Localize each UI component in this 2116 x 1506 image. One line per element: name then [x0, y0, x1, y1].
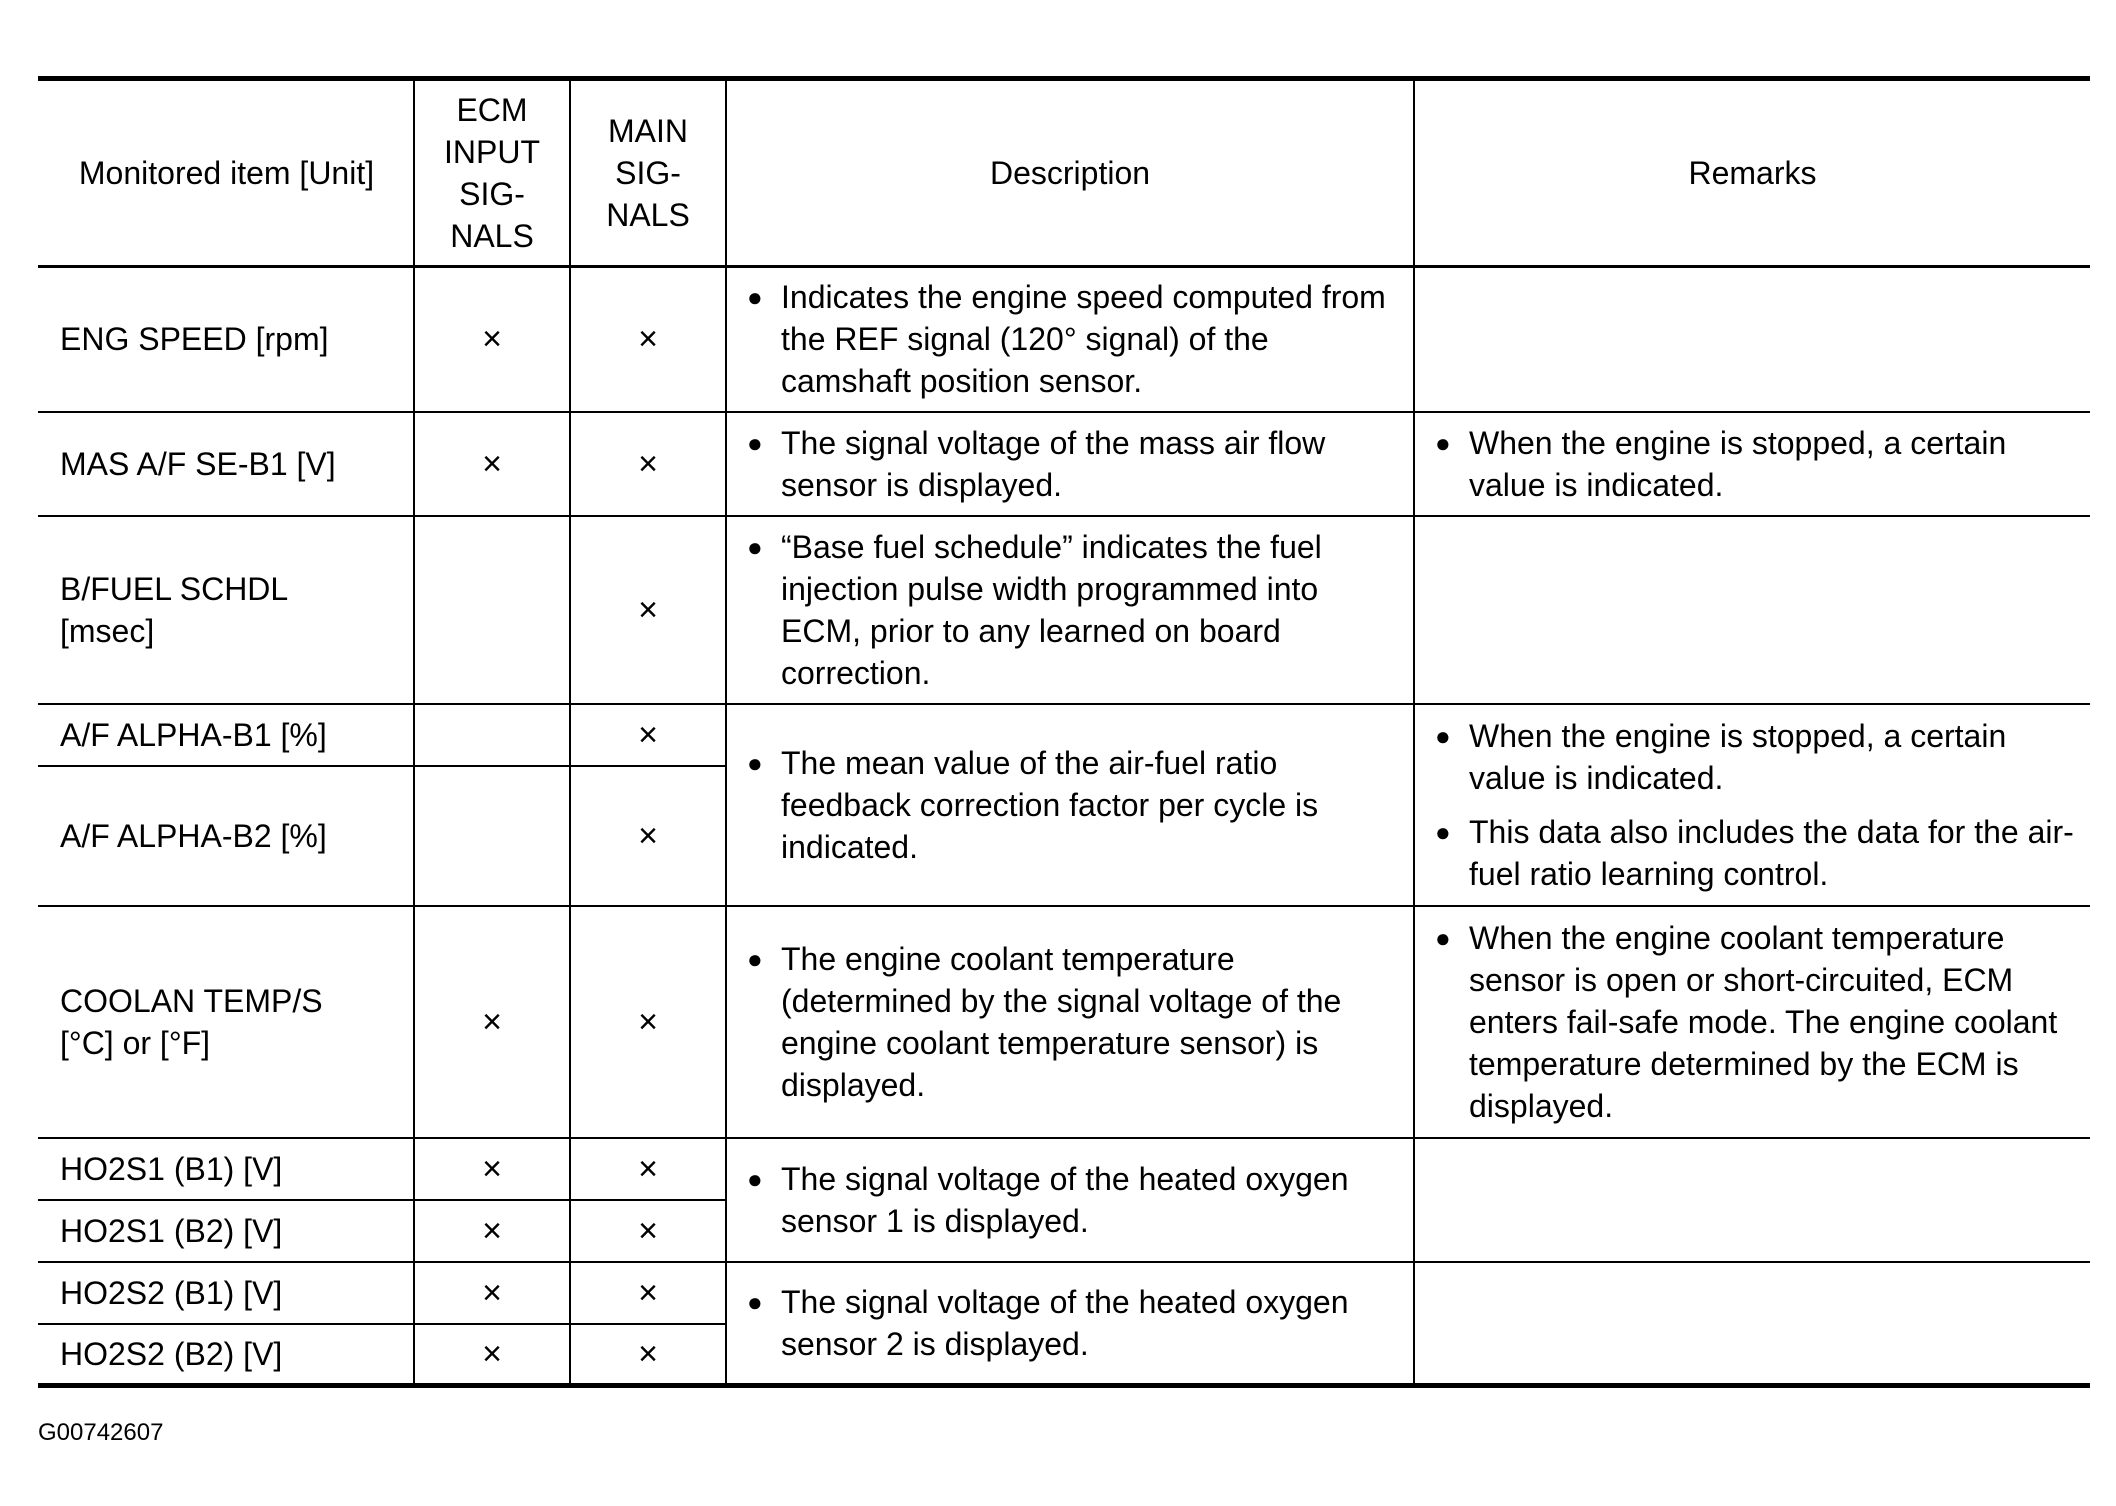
description-cell [726, 704, 1414, 906]
item-ho2s2-b2: HO2S2 (B2) [V] [38, 1324, 414, 1386]
description-bullet: ● The signal voltage of the heated oxygen sensor 2 is displayed. [747, 1281, 1397, 1365]
item-coolan-temp [38, 906, 414, 1138]
main-signal-mark: × [570, 1324, 726, 1386]
description-cell [726, 1262, 1414, 1386]
figure-id: G00742607 [38, 1419, 164, 1446]
item-ho2s2-b1: HO2S2 (B1) [V] [38, 1262, 414, 1324]
remarks-bullet: ● When the engine coolant temperature sensor is open or short-circuited, ECM enters fail-safe mode. The engine coolant temperature determined by the ECM is displayed. [1435, 917, 2074, 1127]
ecm-input-empty [414, 766, 570, 906]
item-line: B/FUEL SCHDL [60, 570, 289, 607]
header-line: SIG- [459, 176, 525, 212]
monitor-item-table [38, 76, 2090, 1388]
item-line: COOLAN TEMP/S [60, 982, 323, 1019]
ecm-input-empty [414, 516, 570, 704]
header-line: ECM [456, 92, 528, 128]
data-monitor-table [38, 76, 2090, 1388]
main-signal-mark: × [570, 1262, 726, 1324]
main-signal-mark: × [570, 412, 726, 516]
item-bfuel-schdl [38, 516, 414, 704]
main-signal-mark: × [570, 704, 726, 766]
remarks-cell [1414, 1138, 2090, 1262]
ecm-input-mark: × [414, 1262, 570, 1324]
table-row [38, 1262, 2090, 1324]
remarks-cell [1414, 516, 2090, 704]
remarks-bullet: ● When the engine is stopped, a certain value is indicated. [1435, 422, 2074, 506]
header-description: Description [726, 79, 1414, 267]
header-monitored-item: Monitored item [Unit] [38, 79, 414, 267]
main-signal-mark: × [570, 1200, 726, 1262]
header-line: SIG- [615, 155, 681, 191]
item-line: [msec] [60, 612, 155, 649]
item-eng-speed: ENG SPEED [rpm] [38, 267, 414, 412]
description-cell [726, 1138, 1414, 1262]
ecm-input-mark: × [414, 412, 570, 516]
description-bullet: ● The engine coolant temperature (determined by the signal voltage of the engine coolant temperature sensor) is displayed. [747, 938, 1397, 1106]
description-cell [726, 412, 1414, 516]
ecm-input-mark: × [414, 1200, 570, 1262]
item-af-alpha-b2: A/F ALPHA-B2 [%] [38, 766, 414, 906]
main-signal-mark: × [570, 516, 726, 704]
main-signal-mark: × [570, 267, 726, 412]
header-main-signals [570, 79, 726, 267]
description-bullet: ● Indicates the engine speed computed from the REF signal (120° signal) of the camshaft position sensor. [747, 276, 1397, 402]
remarks-bullet: ● When the engine is stopped, a certain value is indicated. [1435, 715, 2074, 799]
ecm-input-empty [414, 704, 570, 766]
main-signal-mark: × [570, 1138, 726, 1200]
item-ho2s1-b2: HO2S1 (B2) [V] [38, 1200, 414, 1262]
main-signal-mark: × [570, 766, 726, 906]
remarks-cell [1414, 412, 2090, 516]
item-mas-af: MAS A/F SE-B1 [V] [38, 412, 414, 516]
header-line: NALS [450, 218, 534, 254]
description-cell [726, 906, 1414, 1138]
table-row [38, 412, 2090, 516]
main-signal-mark: × [570, 906, 726, 1138]
ecm-input-mark: × [414, 1324, 570, 1386]
table-row [38, 704, 2090, 766]
table-row [38, 1138, 2090, 1200]
table-row [38, 267, 2090, 412]
description-bullet: ● The signal voltage of the heated oxygen sensor 1 is displayed. [747, 1158, 1397, 1242]
header-line: MAIN [608, 113, 688, 149]
table-header-row [38, 79, 2090, 267]
header-line: NALS [606, 197, 690, 233]
item-af-alpha-b1: A/F ALPHA-B1 [%] [38, 704, 414, 766]
remarks-cell [1414, 906, 2090, 1138]
remarks-cell [1414, 267, 2090, 412]
header-line: INPUT [444, 134, 540, 170]
description-bullet: ● The signal voltage of the mass air flow sensor is displayed. [747, 422, 1397, 506]
header-ecm-input-signals [414, 79, 570, 267]
description-cell [726, 267, 1414, 412]
ecm-input-mark: × [414, 1138, 570, 1200]
table-row [38, 516, 2090, 704]
item-ho2s1-b1: HO2S1 (B1) [V] [38, 1138, 414, 1200]
description-bullet: ● The mean value of the air-fuel ratio feedback correction factor per cycle is indicated. [747, 742, 1397, 868]
description-bullet: ● “Base fuel schedule” indicates the fuel injection pulse width programmed into ECM, prior to any learned on board correction. [747, 526, 1397, 694]
description-cell [726, 516, 1414, 704]
remarks-cell [1414, 704, 2090, 906]
ecm-input-mark: × [414, 906, 570, 1138]
header-remarks: Remarks [1414, 79, 2090, 267]
item-line: [°C] or [°F] [60, 1024, 211, 1061]
remarks-cell [1414, 1262, 2090, 1386]
ecm-input-mark: × [414, 267, 570, 412]
remarks-bullet: ● This data also includes the data for the air-fuel ratio learning control. [1435, 811, 2074, 895]
table-row [38, 906, 2090, 1138]
